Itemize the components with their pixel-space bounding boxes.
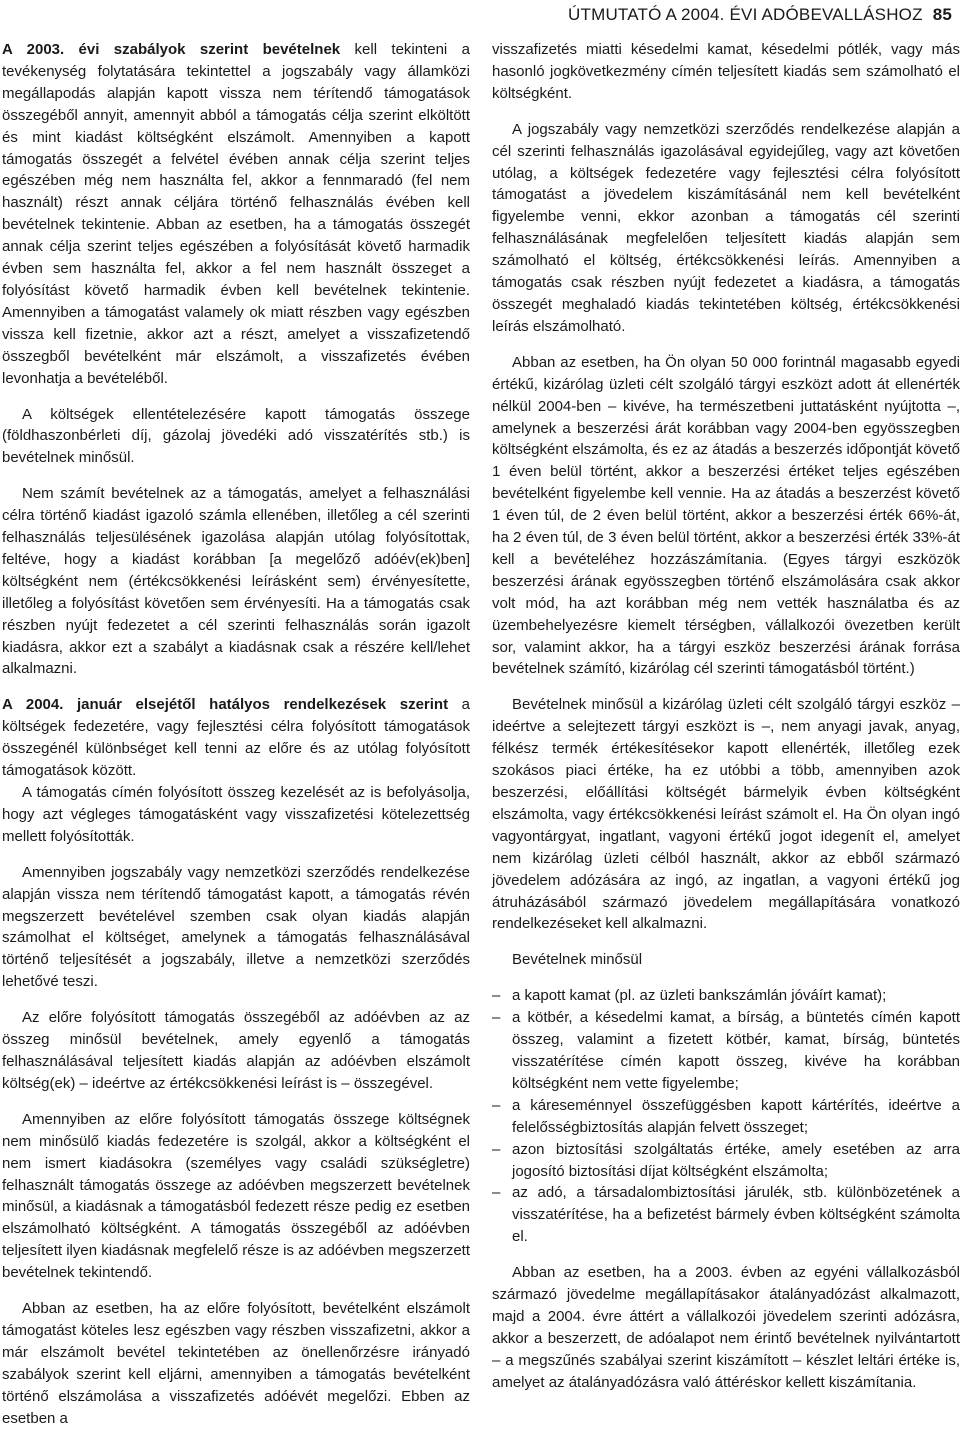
paragraph-non-cost-expense: Amennyiben az előre folyósított támogatás összege költségnek nem minősülő kiadás fedezetére is szolgál, akkor a költségként el nem ismert kiadásokra (személyes vagy családi szükségletre) felhasznált támogatás összege az adóévben megszerzett bevételnek minősül, a kiadásnak a támogatásból fedezett része pedig ez esetben elszámolható költségként. A támogatás összegéből az adóévben teljesített ilyen kiadásnak megfelelő része is az adóévben megszerzett bevételnek tekintendő.	[2, 1110, 470, 1282]
revenue-list	[492, 985, 960, 1248]
paragraph-lead: A 2004. január elsejétől hatályos rendelkezések szerint	[2, 696, 449, 714]
list-item: – azon biztosítási szolgáltatás értéke, amely esetében az arra jogosító biztosítási díjat költségként elszámolta;	[492, 1139, 960, 1183]
right-column	[492, 39, 960, 1408]
paragraph-advance-support: Az előre folyósított támogatás összegéből az adóévben az az összeg minősül bevételnek, amely egyenlő a támogatás felhasználásával teljesített kiadás alapján az adóévben elszámolt költség(ek) – ideértve az értékcsökkenési leírást is – összegével.	[2, 1009, 470, 1092]
paragraph-not-revenue: Nem számít bevételnek az a támogatás, amelyet a felhasználási célra történő kiadást igazoló számla ellenében, illetőleg a cél szerinti felhasználás teljesülésének igazolása alapján utólag folyósítottak, feltéve, hogy a kiadást korábban [a megelőző adóév(ek)ben] költségként nem (értékcsökkenési leírásként sem) érvényesítette, illetőleg a folyósítást követően sem érvényesíti. Ha a támogatás csak részben nyújt fedezetet a cél szerinti felhasználás során igazolt kiadásra, akkor ezt a szabályt a kiadásnak csak a részére kell/lehet alkalmazni.	[2, 485, 470, 678]
paragraph-repayment-cont: visszafizetés miatti késedelmi kamat, késedelmi pótlék, vagy más hasonló jogkövetkezmény címén teljesített kiadás sem számolható el költségként.	[492, 41, 960, 102]
list-item: – a káreseménnyel összefüggésben kapott kártérítés, ideértve a felelősségbiztosítás alapján felvett összeget;	[492, 1095, 960, 1139]
paragraph-lead: A 2003. évi szabályok szerint bevételnek	[2, 41, 341, 58]
header-title: ÚTMUTATÓ A 2004. ÉVI ADÓBEVALLÁSHOZ	[568, 5, 923, 24]
paragraph-2003-rules: A 2003. évi szabályok szerint bevételnek kell tekinteni a tevékenység folytatására tekintettel a jogszabály vagy államközi megállapodás alapján kapott vissza nem térítendő támogatások összegéből annyit, amennyit abból a támogatás célja szerint elköltött és mint kiadást költségként elszámolt. Amennyiben a kapott támogatás összegét a felvétel évében annak célja szerint teljes egészében még nem használta fel, akkor a fennmaradó (fel nem használt) részt annak céljára történő felhasználás évében kell bevételnek tekintenie. Abban az esetben, ha a támogatás összegét annak célja szerint teljes egészében a folyósítását követő harmadik évben sem használta fel, akkor a fel nem használt összeget a folyósítást követő harmadik évben kell bevételnek tekintenie. Amennyiben a támogatást valamely ok miatt részben vagy egészben vissza kell fizetnie, akkor azt a részt, amelyet a visszafizetendő összegből bevételként már elszámolt, a visszafizetés évében levonhatja a bevételéből.	[2, 41, 470, 387]
list-item: – a kapott kamat (pl. az üzleti bankszámlán jóváírt kamat);	[492, 985, 960, 1007]
paragraph-repayment: Abban az esetben, ha az előre folyósított, bevételként elszámolt támogatást köteles lesz egészben vagy részben visszafizetni, akkor a már elszámolt bevétel tekintetében az önellenőrzésre irányadó szabályok szerint kell eljárni, amennyiben a támogatás bevételként történő elszámolása a visszafizetés adóévét megelőzi. Ebben az esetben a	[2, 1300, 470, 1427]
left-column	[2, 39, 470, 1443]
paragraph-asset-sale: Bevételnek minősül a kizárólag üzleti célt szolgáló tárgyi eszköz – ideértve a selejtezett tárgyi eszközt is –, nem anyagi javak, anyag, félkész termék értékesítésekor kapott ellenérték, illetőleg ezek szokásos piaci értéke, ha ez utóbbi a több, amennyiben azok beszerzési, előállítási költségét bármelyik évben költségként elszámolta, vagy értékcsökkenési leírást számolt el. Ha Ön olyan ingó vagyontárgyat, ingatlant, vagyoni értékű jogot idegenít el, amelyet nem kizárólag üzleti célból használt, akkor az ebből származó jövedelem adózására az ingó, az ingatlan, a vagyoni értékű jog átruházásából származó jövedelem megállapítására vonatkozó rendelkezéseket kell alkalmazni.	[492, 696, 960, 933]
list-item: – az adó, a társadalombiztosítási járulék, stb. különbözetének a visszatérítése, ha a befizetést bármely évben költségként számolta el.	[492, 1182, 960, 1248]
list-item: – a kötbér, a késedelmi kamat, a bírság, a büntetés címén kapott összeg, valamint a fizetett kötbér, kamat, bírság, büntetés visszatérítése címén kapott összeg, kivéve ha korábban költségként nem vette figyelembe;	[492, 1007, 960, 1095]
list-heading: Bevételnek minősül	[512, 951, 643, 969]
paragraph-flat-rate: Abban az esetben, ha a 2003. évben az egyéni vállalkozásból származó jövedelme megállapításakor átalányadózást alkalmazott, majd a 2004. évre áttért a vállalkozói jövedelem szerinti adózásra, akkor a beszerzett, de adóalapot nem érintő bevételnek nyilvántartott – a megszűnés szabályai szerint kiszámított – készlet leltári értéke is, amelyet az átalányadózásra való áttéréskor kellett kiszámítania.	[492, 1264, 960, 1391]
paragraph-2004-rules: A 2004. január elsejétől hatályos rendelkezések szerint a költségek fedezetére, vagy fejlesztési célra folyósított támogatások összegénél különbséget kell tenni az előre és az utólag folyósított támogatások között.	[2, 696, 470, 780]
paragraph-asset-transfer: Abban az esetben, ha Ön olyan 50 000 forintnál magasabb egyedi értékű, kizárólag üzleti célt szolgáló tárgyi eszközt adott át ellenérték nélkül 2004-ben – kivéve, ha természetbeni juttatásként nyújtotta –, amelynek a beszerzési árát korábban vagy 2004-ben egyösszegben költségként elszámolta, és ez az átadás a beszerzés időpontját követő 1 éven belül történt, akkor a beszerzési értéket teljes egészében bevételként figyelembe kell vennie. Ha az átadás a beszerzést követő 1 éven túl, de 2 éven belül történt, akkor a beszerzési érték 66%-át, ha 2 éven túl, de 3 éven belül történt, akkor a beszerzési érték 33%-át kell a bevételéhez hozzászámítania. (Egyes tárgyi eszközök beszerzési árának egyösszegben történő elszámolására csak akkor volt mód, ha azt korábban még nem vették használatba és az üzembehelyezésre kiemelt térségben, vállalkozói övezetben került sor, valamint akkor, ha a tárgyi eszköz beszerzési árának forrása bevételnek számító, kizárólag cél szerinti támogatásból történt.)	[492, 353, 960, 678]
paragraph-cost-compensation: A költségek ellentételezésére kapott támogatás összege (földhaszonbérleti díj, gázolaj jövedéki adó visszatérítés stb.) is bevételnek minősül.	[2, 405, 470, 467]
paragraph-subsequent-support: A jogszabály vagy nemzetközi szerződés rendelkezése alapján a cél szerinti felhasználás igazolásával egyidejűleg, vagy azt követően utólag, a költségek fedezetére vagy fejlesztési célra folyósított támogatást a jövedelem kiszámításánál nem kell bevételként figyelembe venni, ekkor azonban a támogatás cél szerinti felhasználásának megfelelően teljesített kiadás alapján sem számolható el költség, értékcsökkenési leírás. Amennyiben a támogatás csak részben nyújt fedezetet a kiadásra, a támogatás összegét meghaladó kiadás tekintetében költség, értékcsökkenési leírás elszámolható.	[492, 120, 960, 335]
page-number: 85	[932, 5, 952, 24]
paragraph-final-support: A támogatás címén folyósított összeg kezelését az is befolyásolja, hogy azt végleges támogatásként vagy visszafizetési kötelezettség mellett folyósították.	[2, 784, 470, 845]
paragraph-non-refundable: Amennyiben jogszabály vagy nemzetközi szerződés rendelkezése alapján vissza nem térítendő támogatást kapott, a támogatás révén megszerzett bevételével szemben csak olyan kiadás alapján számolhat el költséget, amelynek a támogatás felhasználásával történő teljesítését a jogszabály, illetve a nemzetközi szerződés lehetővé teszi.	[2, 863, 470, 991]
running-header	[0, 4, 952, 26]
